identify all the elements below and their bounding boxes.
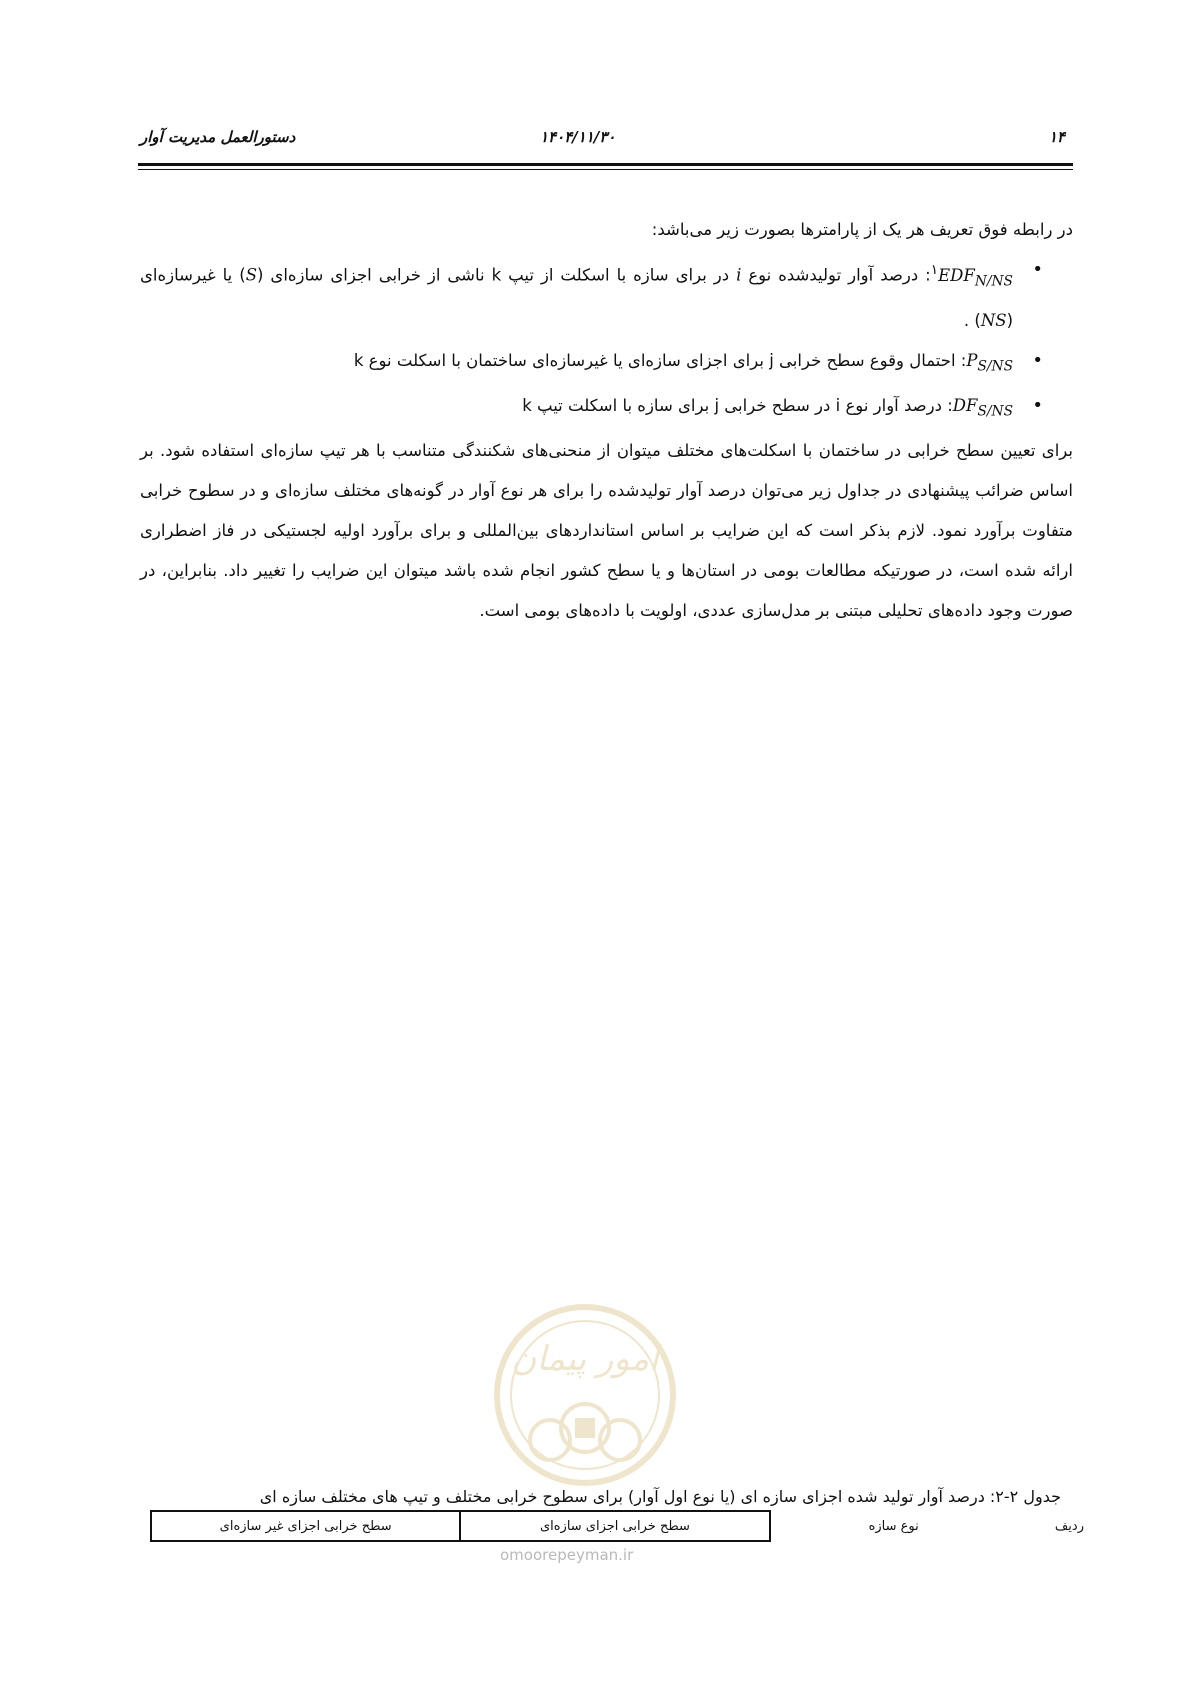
list-item-df: • $DF_{S/NS}$: درصد آوار نوع i در سطح خرابی j برای سازه با اسکلت تیپ k bbox=[140, 386, 1073, 431]
list-item-edf: • $EDF_{N/NS}^۱$: درصد آوار تولیدشده نوع i در برای سازه با اسکلت از تیپ k ناشی از خرابی اجزای سازه‌ای (S) یا غیرسازه‌ای (NS) . bbox=[140, 250, 1073, 341]
parameter-list bbox=[140, 250, 1073, 431]
header-rule-thick bbox=[138, 163, 1073, 166]
body-content bbox=[140, 210, 1073, 631]
watermark-url: omoorepeyman.ir bbox=[500, 1546, 634, 1564]
table-header-cell: نوع سازه bbox=[868, 1518, 919, 1534]
table-header-row bbox=[151, 1511, 1090, 1541]
header-rule-thin bbox=[138, 169, 1073, 170]
p-symbol: $P_{S/NS}$ bbox=[966, 350, 1013, 375]
watermark-logo-icon bbox=[480, 1300, 690, 1490]
page-header bbox=[140, 124, 1073, 156]
watermark-logo-text: امور پیمان bbox=[511, 1339, 659, 1379]
list-item-p: • $P_{S/NS}$: احتمال وقوع سطح خرابی j برای اجزای سازه‌ای یا غیرسازه‌ای ساختمان با اسکلت نوع k bbox=[140, 341, 1073, 386]
debris-table bbox=[150, 1510, 1090, 1542]
document-title: دستورالعمل مدیریت آوار bbox=[140, 128, 296, 146]
body-paragraph: برای تعیین سطح خرابی در ساختمان با اسکلت‌های مختلف میتوان از منحنی‌های شکنندگی متناسب با هر تیپ سازه‌ای استفاده شود. بر اساس ضرائب پیشنهادی در جداول زیر می‌توان درصد آوار تولیدشده را برای هر نوع آوار در گونه‌های مختلف سازه‌ای و در سطوح خرابی متفاوت برآورد نمود. لازم بذکر است که این ضرایب بر اساس استانداردهای بین‌المللی و برای برآورد اولیه لجستیکی در فاز اضطراری ارائه شده است، در صورتیکه مطالعات بومی در استان‌ها و یا سطح کشور انجام شده باشد میتوان این ضرایب را تغییر داد. بنابراین، در صورت وجود داده‌های تحلیلی مبتنی بر مدل‌سازی عددی، اولویت با داده‌های بومی است. bbox=[140, 441, 1073, 621]
df-symbol: $DF_{S/NS}$ bbox=[952, 396, 1013, 420]
table-header-cell: سطح خرابی اجزای غیر سازه‌ای bbox=[151, 1511, 460, 1541]
footnote-marker: ۱ bbox=[930, 262, 939, 278]
edf-symbol: $EDF_{N/NS}$ bbox=[938, 265, 1013, 289]
header-date: ۱۴۰۴/۱۱/۳۰ bbox=[540, 128, 616, 146]
table-caption: جدول ۲-۲: درصد آوار تولید شده اجزای سازه ای (یا نوع اول آوار) برای سطوح خرابی مختلف و تیپ های مختلف سازه ای bbox=[259, 1487, 1061, 1506]
table-header-cell: سطح خرابی اجزای سازه‌ای bbox=[460, 1511, 769, 1541]
page-number: ۱۴ bbox=[1048, 128, 1065, 146]
table-header-cell: ردیف bbox=[1054, 1518, 1084, 1534]
intro-sentence: در رابطه فوق تعریف هر یک از پارامترها بصورت زیر می‌باشد: bbox=[651, 220, 1073, 239]
